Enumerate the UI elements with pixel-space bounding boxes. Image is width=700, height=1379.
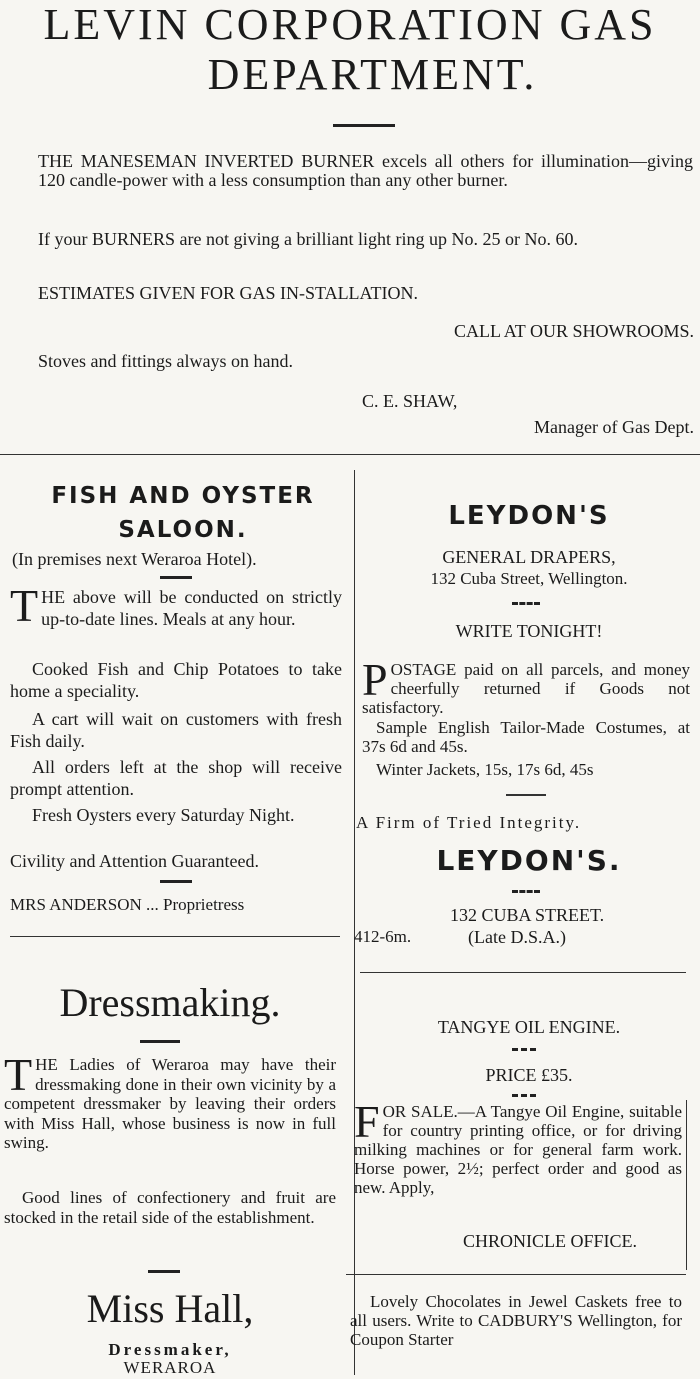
fish-para3: A cart will wait on customers with fresh Fish daily. (10, 709, 342, 751)
divider (512, 890, 540, 893)
column-divider (686, 1100, 687, 1270)
leydon-ref: 412-6m. (354, 927, 412, 946)
tangye-price: PRICE £35. (485, 1065, 573, 1085)
gas-call: CALL AT OUR SHOWROOMS. (453, 321, 694, 341)
leydon-para3: Winter Jackets, 15s, 17s 6d, 45s (376, 760, 594, 779)
dress-role: Dressmaker, (108, 1340, 232, 1359)
leydon-heading: LEYDON'S (448, 501, 610, 531)
leydon-para1 (362, 654, 690, 717)
leydon-para2: Sample English Tailor-Made Costumes, at 37s 6d and 45s. (362, 718, 690, 756)
fish-para4: All orders left at the shop will receive prompt attention. (10, 757, 342, 799)
divider (506, 794, 546, 796)
fish-para2: Cooked Fish and Chip Potatoes to take home a speciality. (10, 659, 342, 701)
divider (148, 1270, 180, 1273)
divider (333, 124, 395, 127)
gas-signature-title: Manager of Gas Dept. (534, 417, 694, 437)
gas-para3: ESTIMATES GIVEN FOR GAS IN-STALLATION. (38, 283, 419, 303)
leydon-late: (Late D.S.A.) (468, 927, 566, 947)
divider (160, 576, 192, 579)
leydon-para1-text: OSTAGE paid on all parcels, and money cheerfully returned if Goods not satisfactory. (362, 660, 690, 717)
gas-stoves: Stoves and fittings always on hand. (38, 351, 293, 371)
divider (512, 602, 540, 605)
divider (512, 1094, 536, 1097)
gas-para1: THE MANESEMAN INVERTED BURNER excels all others for illumination—giving 120 candle-power with a less consumption than any other burner. (38, 151, 693, 190)
gas-signature: C. E. SHAW, (362, 391, 458, 411)
fish-para1 (10, 580, 342, 631)
leydon-addr: 132 CUBA STREET. (450, 905, 605, 925)
section-divider (0, 454, 700, 455)
leydon-sub1: GENERAL DRAPERS, (442, 547, 616, 567)
drop-cap: T (10, 580, 39, 631)
dress-place: WERAROA (123, 1358, 217, 1377)
divider (140, 1040, 180, 1043)
gas-para2: If your BURNERS are not giving a brilliant light ring up No. 25 or No. 60. (38, 229, 578, 249)
drop-cap: T (4, 1049, 33, 1100)
drop-cap: F (354, 1096, 380, 1147)
fish-premises: (In premises next Weraroa Hotel). (12, 549, 257, 569)
divider (512, 1048, 536, 1051)
leydon-firm: A Firm of Tried Integrity. (356, 813, 582, 832)
tangye-para1 (354, 1096, 682, 1197)
leydon-write: WRITE TONIGHT! (455, 621, 603, 641)
section-divider (346, 1274, 686, 1275)
gas-title-line1: LEVIN CORPORATION GAS (43, 0, 657, 49)
dress-para1 (4, 1049, 336, 1153)
tangye-apply: CHRONICLE OFFICE. (462, 1231, 637, 1251)
dress-heading: Dressmaking. (59, 980, 281, 1025)
fish-heading-line2: SALOON. (118, 517, 248, 543)
drop-cap: P (362, 654, 388, 705)
fish-para1-text: HE above will be conducted on strictly up-to-date lines. Meals at any hour. (41, 587, 342, 629)
section-divider (360, 972, 686, 973)
fish-para6: Civility and Attention Guaranteed. (10, 851, 259, 871)
dress-name: Miss Hall, (86, 1286, 254, 1331)
dress-para2: Good lines of confectionery and fruit are stocked in the retail side of the establishment. (4, 1188, 336, 1227)
fish-heading-line1: FISH AND OYSTER (51, 483, 315, 509)
leydon-sub2: 132 Cuba Street, Wellington. (430, 569, 628, 588)
fish-proprietress: MRS ANDERSON ... Proprietress (10, 895, 245, 914)
fish-para5: Fresh Oysters every Saturday Night. (32, 805, 295, 825)
tangye-para1-text: OR SALE.—A Tangye Oil Engine, suitable for country printing office, or for driving milking machines or for general farm work. Horse power, 2½; perfect order and good as new. Apply, (354, 1102, 682, 1197)
gas-title-line2: DEPARTMENT. (207, 50, 538, 99)
divider (160, 880, 192, 883)
column-divider (354, 470, 355, 1375)
leydon-heading2: LEYDON'S. (436, 844, 622, 877)
cadbury-text: Lovely Chocolates in Jewel Caskets free to all users. Write to CADBURY'S Wellington, for Coupon Starter (350, 1292, 682, 1349)
section-divider (10, 936, 340, 937)
tangye-heading: TANGYE OIL ENGINE. (437, 1017, 621, 1037)
dress-para1-text: HE Ladies of Weraroa may have their dressmaking done in their own vicinity by a competent dressmaker by leaving their orders with Miss Hall, whose business is now in full swing. (4, 1055, 336, 1152)
